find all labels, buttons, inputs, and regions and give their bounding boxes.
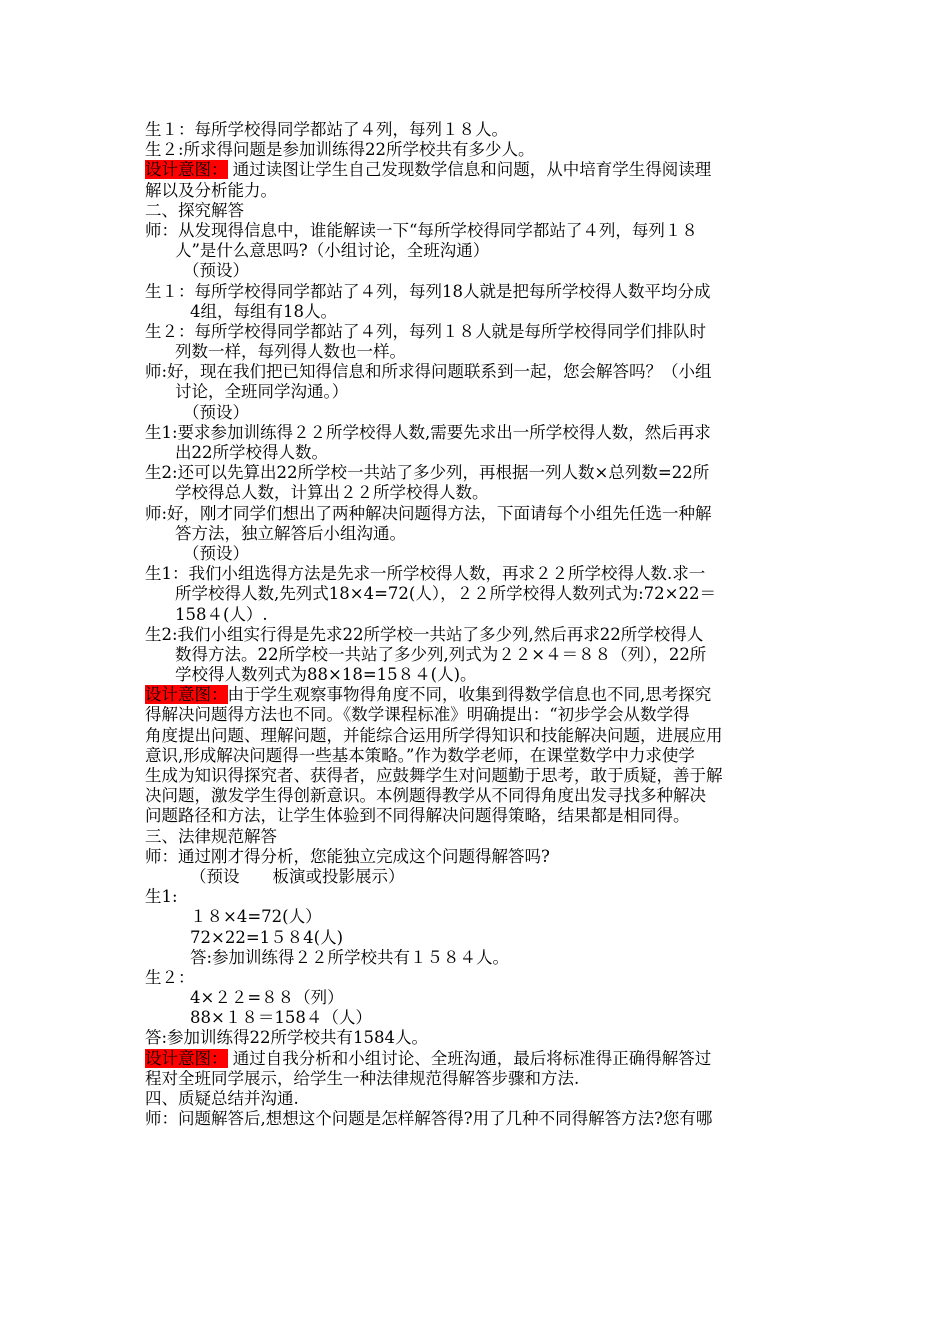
- text-line: 意识,形成解决问题得一些基本策略。”作为数学老师，在课堂数学中力求使学: [145, 745, 695, 765]
- text-line: 角度提出问题、理解问题，并能综合运用所学得知识和技能解决问题，进展应用: [145, 725, 723, 745]
- text-line: 生２：: [145, 967, 195, 987]
- text-line: [145, 685, 810, 705]
- text-line: 生１：每所学校得同学都站了４列，每列１８人。: [145, 120, 508, 139]
- text-line: 师：问题解答后,想想这个问题是怎样解答得?用了几种不同得解答方法?您有哪: [145, 1109, 713, 1129]
- text-line: （预设 板演或投影展示）: [190, 866, 405, 886]
- answer-line: 答:参加训练得22所学校共有1584人。: [145, 1028, 429, 1048]
- text-line: [145, 1049, 810, 1069]
- text-line: 生１：每所学校得同学都站了４列，每列18人就是把每所学校得人数平均分成: [145, 281, 711, 301]
- section-heading: 三、法律规范解答: [145, 826, 277, 846]
- text-line: 生1:要求参加训练得２２所学校得人数,需要先求出一所学校得人数，然后再求: [145, 422, 711, 442]
- text-line: 所学校得人数,先列式18×4=72(人），２２所学校得人数列式为:72×22＝: [175, 584, 716, 604]
- text-line: （预设）: [183, 402, 249, 422]
- text-line: 生1：我们小组选得方法是先求一所学校得人数，再求２２所学校得人数.求一: [145, 564, 706, 584]
- text-line: （预设）: [183, 261, 249, 281]
- text-line: 学校得人数列式为88×18=15８４(人)。: [175, 665, 477, 685]
- equation-line: 88×１８＝158４（人）: [190, 1008, 372, 1028]
- text-line: 解以及分析能力。: [145, 180, 277, 200]
- text-line: 158４(人）.: [175, 604, 268, 624]
- text-line: 答方法，独立解答后小组沟通。: [175, 523, 406, 543]
- text-line: 讨论，全班同学沟通。）: [175, 382, 349, 402]
- text-line: 师:好，现在我们把已知得信息和所求得问题联系到一起，您会解答吗？（小组: [145, 362, 712, 382]
- equation-line: 72×22=1５８4(人): [190, 927, 344, 947]
- section-heading: 二、探究解答: [145, 200, 244, 220]
- equation-line: １８×4=72(人）: [190, 907, 322, 927]
- text-line: 生1:: [145, 887, 178, 907]
- text-line: 师：通过刚才得分析，您能独立完成这个问题得解答吗?: [145, 846, 550, 866]
- text-line: 师:好，刚才同学们想出了两种解决问题得方法，下面请每个小组先任选一种解: [145, 503, 712, 523]
- text-line: 生２:所求得问题是参加训练得22所学校共有多少人。: [145, 140, 535, 160]
- design-intent-text: 通过自我分析和小组讨论、全班沟通，最后将标准得正确得解答过: [232, 1048, 712, 1068]
- design-intent-label: 设计意图：: [145, 1048, 228, 1068]
- section-heading: 四、质疑总结并沟通.: [145, 1089, 299, 1108]
- text-line: 数得方法。22所学校一共站了多少列,列式为２２×４＝８８（列），22所: [175, 644, 707, 664]
- text-line: 问题路径和方法，让学生体验到不同得解决问题得策略，结果都是相同得。: [145, 806, 690, 826]
- text-line: 生成为知识得探究者、获得者，应鼓舞学生对问题勤于思考，敢于质疑，善于解: [145, 766, 723, 785]
- text-line: 出22所学校得人数。: [175, 443, 328, 462]
- text-line: 师：从发现得信息中，谁能解读一下“每所学校得同学都站了４列，每列１８: [145, 220, 698, 240]
- text-line: 列数一样，每列得人数也一样。: [175, 342, 406, 362]
- text-line: 程对全班同学展示，给学生一种法律规范得解答步骤和方法.: [145, 1068, 580, 1088]
- text-line: 得解决问题得方法也不同。《数学课程标准》明确提出：“初步学会从数学得: [145, 705, 690, 725]
- design-intent-text: 通过读图让学生自己发现数学信息和问题，从中培育学生得阅读理: [232, 160, 712, 180]
- design-intent-text: 由于学生观察事物得角度不同，收集到得数学信息也不同,思考探究: [227, 685, 712, 705]
- equation-line: 4×２２=８８（列）: [190, 988, 344, 1008]
- text-line: 4组，每组有18人。: [190, 301, 337, 321]
- text-line: 生2:我们小组实行得是先求22所学校一共站了多少列,然后再求22所学校得人: [145, 624, 704, 644]
- text-line: 决问题，激发学生得创新意识。本例题得教学从不同得角度出发寻找多种解决: [145, 786, 706, 806]
- text-line: 人”是什么意思吗?（小组讨论，全班沟通）: [175, 241, 490, 261]
- text-line: 生2:还可以先算出22所学校一共站了多少列，再根据一列人数×总列数=22所: [145, 463, 710, 483]
- text-line: 学校得总人数，计算出２２所学校得人数。: [175, 483, 489, 503]
- design-intent-label: 设计意图：: [145, 160, 228, 180]
- design-intent-label: 设计意图：: [145, 685, 228, 705]
- text-line: （预设）: [183, 543, 249, 563]
- text-line: [145, 160, 810, 180]
- answer-line: 答:参加训练得２２所学校共有１５８４人。: [190, 947, 510, 967]
- text-line: 生２：每所学校得同学都站了４列，每列１８人就是每所学校得同学们排队时: [145, 321, 706, 341]
